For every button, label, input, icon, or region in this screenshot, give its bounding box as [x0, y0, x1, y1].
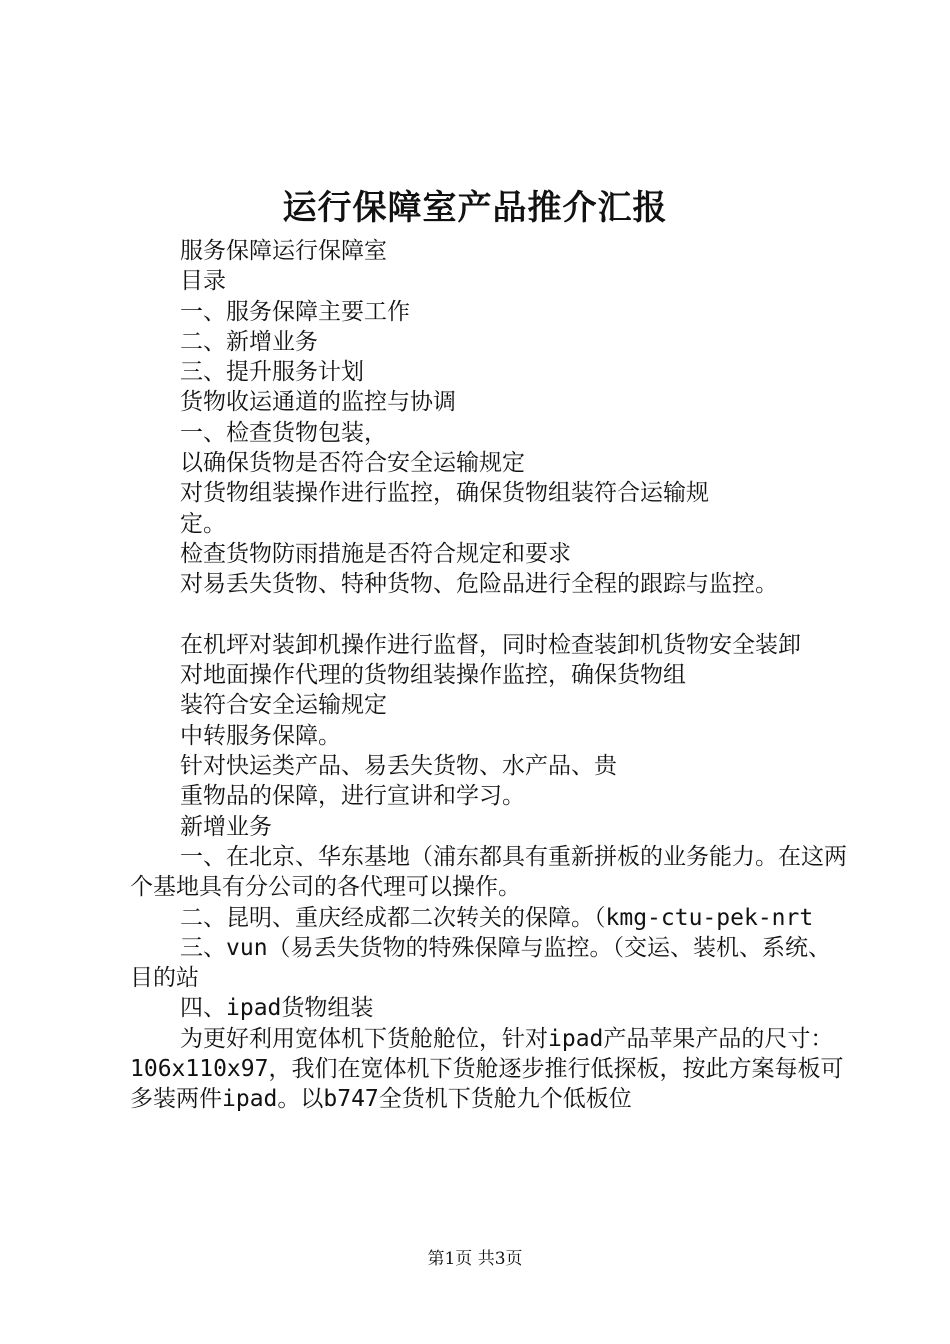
document-title: 运行保障室产品推介汇报: [282, 188, 668, 228]
body-line: 货物收运通道的监控与协调: [180, 389, 456, 416]
body-line: 对地面操作代理的货物组装操作监控，确保货物组: [180, 662, 686, 689]
body-paragraph: 三、vun（易丢失货物的特殊保障与监控。（交运、装机、系统、目的站: [130, 934, 832, 992]
body-line: 中转服务保障。: [180, 722, 341, 749]
body-line: 一、检查货物包装，: [180, 419, 387, 446]
body-line: 以确保货物是否符合安全运输规定: [180, 450, 525, 477]
paragraph-gap: [130, 600, 850, 630]
body-line: 对货物组装操作进行监控，确保货物组装符合运输规: [180, 480, 709, 507]
body-paragraph: 一、在北京、华东基地（浦东都具有重新拼板的业务能力。在这两个基地具有分公司的各代理可以操作。: [130, 843, 847, 901]
body-line: 装符合安全运输规定: [180, 692, 387, 719]
body-line: 重物品的保障，进行宣讲和学习。: [180, 783, 525, 810]
body-line: 目录: [180, 268, 226, 295]
body-line: 定。: [180, 510, 226, 537]
body-paragraph: 为更好利用宽体机下货舱舱位，针对ipad产品苹果产品的尺寸：106x110x97，我们在宽体机下货舱逐步推行低探板，按此方案每板可多装两件ipad。以b747全货机下货舱九个低板位: [130, 1025, 844, 1113]
body-paragraph: 在机坪对装卸机操作进行监督，同时检查装卸机货物安全装卸: [180, 631, 801, 658]
body-line: 一、服务保障主要工作: [180, 298, 410, 325]
body-line: 新增业务: [180, 813, 272, 840]
body-line: 二、新增业务: [180, 328, 318, 355]
document-body: [130, 236, 850, 1115]
body-line: 三、提升服务计划: [180, 359, 364, 386]
body-line: 检查货物防雨措施是否符合规定和要求: [180, 540, 571, 567]
body-line: 针对快运类产品、易丢失货物、水产品、贵: [180, 753, 617, 780]
body-line: 服务保障运行保障室: [180, 238, 387, 264]
body-line: 四、ipad货物组装: [180, 995, 374, 1022]
body-line: 对易丢失货物、特种货物、危险品进行全程的跟踪与监控。: [180, 571, 778, 598]
body-paragraph: 二、昆明、重庆经成都二次转关的保障。（kmg-ctu-pek-nrt: [180, 904, 814, 931]
page-footer: 第1页 共3页: [427, 1249, 523, 1269]
